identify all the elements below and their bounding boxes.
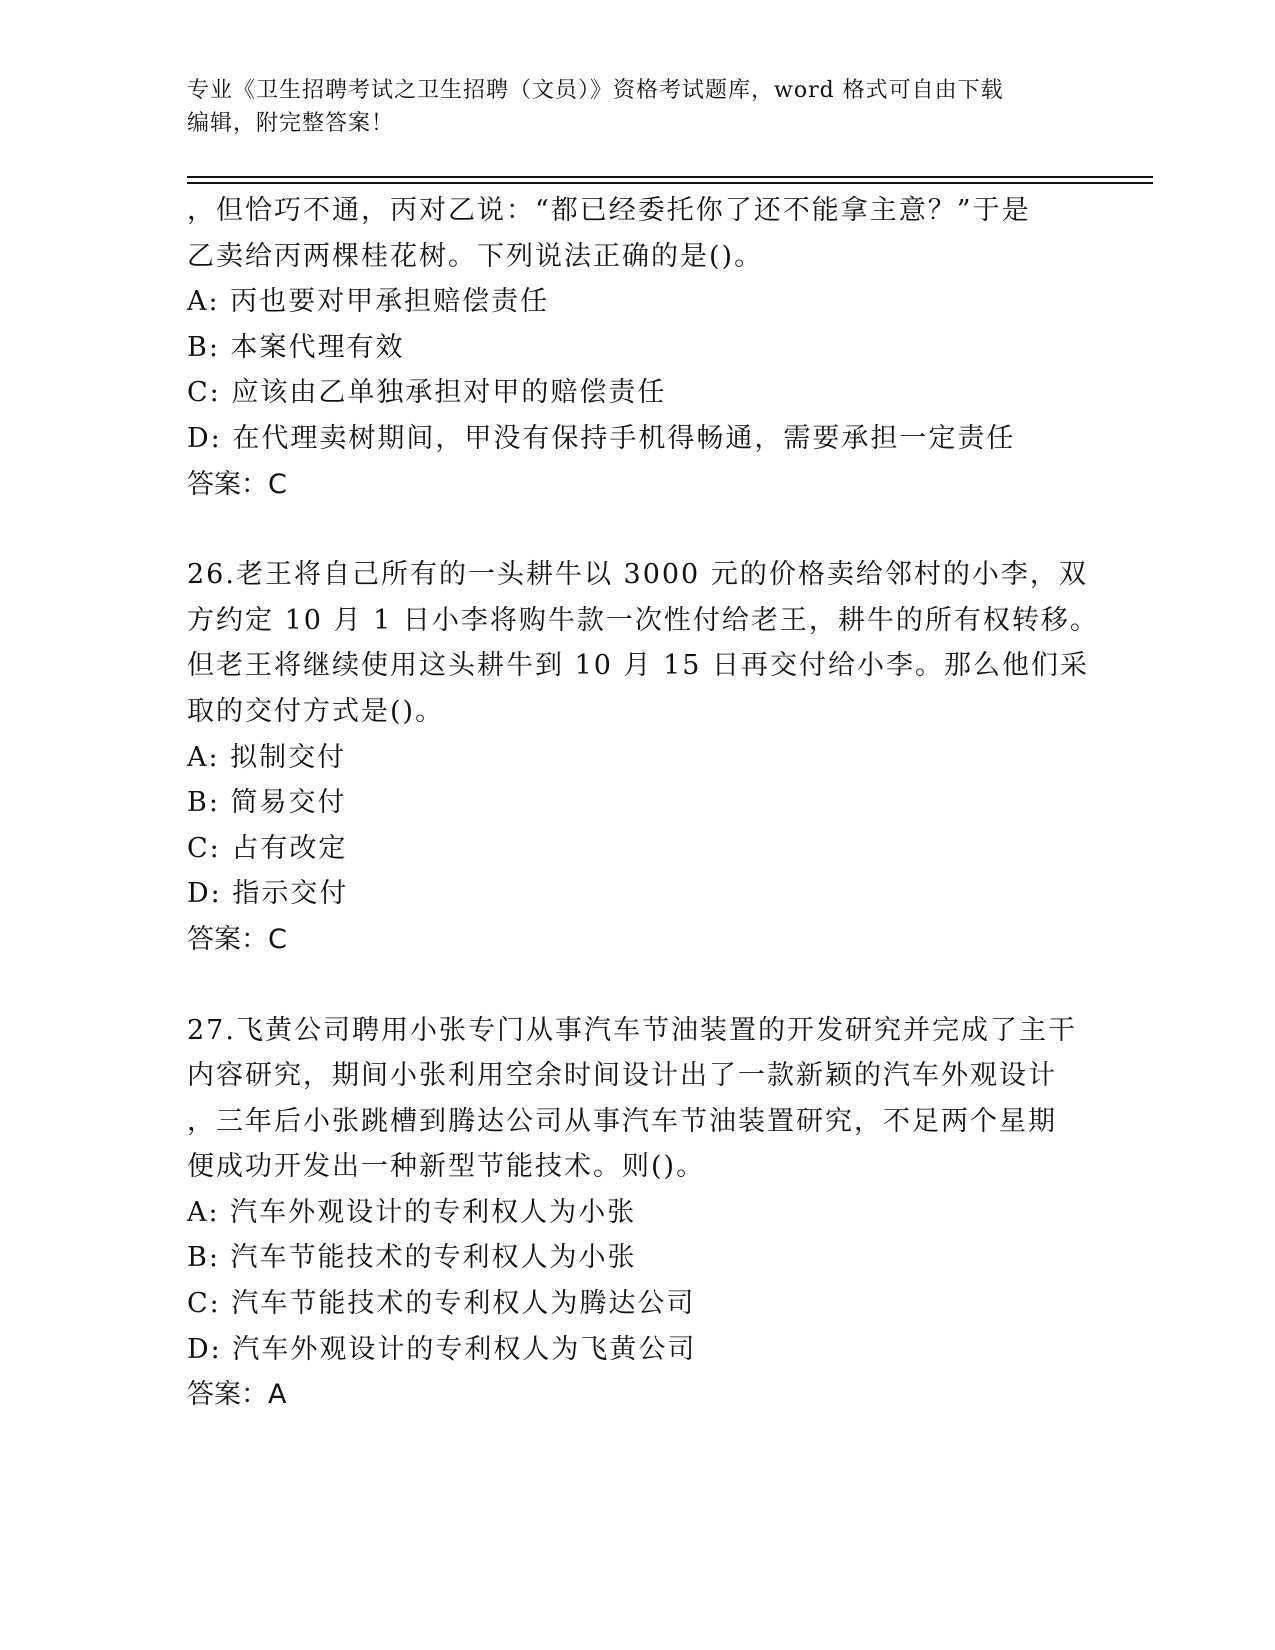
question-text-line: 26.老王将自己所有的一头耕牛以 3000 元的价格卖给邻村的小李，双 [187, 559, 1088, 591]
option-c: C: 占有改定 [187, 832, 348, 864]
option-c: C: 汽车节能技术的专利权人为腾达公司 [187, 1288, 696, 1320]
question-text-line: 取的交付方式是()。 [187, 695, 445, 727]
question-text-line: 方约定 10 月 1 日小李将购牛款一次性付给老王，耕牛的所有权转移。 [187, 604, 1099, 636]
answer-label: 答案：C [187, 468, 287, 500]
question-text-line: 但老王将继续使用这头耕牛到 10 月 15 日再交付给小李。那么他们采 [187, 650, 1090, 682]
option-b: B: 汽车节能技术的专利权人为小张 [187, 1242, 637, 1274]
header-line-1: 专业《卫生招聘考试之卫生招聘（文员）》资格考试题库，word 格式可自由下载 [187, 78, 1004, 103]
document-header [187, 74, 1087, 140]
question-text-line: 乙卖给丙两棵桂花树。下列说法正确的是()。 [187, 240, 764, 272]
option-a: A: 汽车外观设计的专利权人为小张 [187, 1196, 637, 1228]
header-divider-top [187, 176, 1153, 178]
question-text-line: ，三年后小张跳槽到腾达公司从事汽车节油装置研究，不足两个星期 [187, 1105, 1057, 1137]
question-26 [187, 552, 1099, 962]
question-content [187, 188, 1099, 1418]
question-25 [187, 188, 1067, 507]
question-text-line: ，但恰巧不通，丙对乙说：“都已经委托你了还不能拿主意？”于是 [187, 195, 1031, 226]
option-a: A: 拟制交付 [187, 741, 347, 773]
answer-label: 答案：A [187, 1379, 287, 1411]
question-text-line: 内容研究，期间小张利用空余时间设计出了一款新颖的汽车外观设计 [187, 1060, 1057, 1092]
answer-label: 答案：C [187, 923, 287, 955]
option-b: B: 简易交付 [187, 787, 347, 819]
option-a: A: 丙也要对甲承担赔偿责任 [187, 286, 550, 318]
question-text-line: 便成功开发出一种新型节能技术。则()。 [187, 1151, 706, 1183]
option-d: D: 在代理卖树期间，甲没有保持手机得畅通，需要承担一定责任 [187, 422, 1016, 454]
option-b: B: 本案代理有效 [187, 331, 405, 363]
question-text-line: 27.飞黄公司聘用小张专门从事汽车节油装置的开发研究并完成了主干 [187, 1014, 1077, 1046]
question-27 [187, 1008, 1077, 1418]
option-d: D: 指示交付 [187, 878, 349, 910]
option-d: D: 汽车外观设计的专利权人为飞黄公司 [187, 1333, 697, 1365]
header-line-2: 编辑，附完整答案！ [187, 111, 395, 136]
option-c: C: 应该由乙单独承担对甲的赔偿责任 [187, 377, 667, 409]
header-divider-bottom [187, 182, 1153, 184]
